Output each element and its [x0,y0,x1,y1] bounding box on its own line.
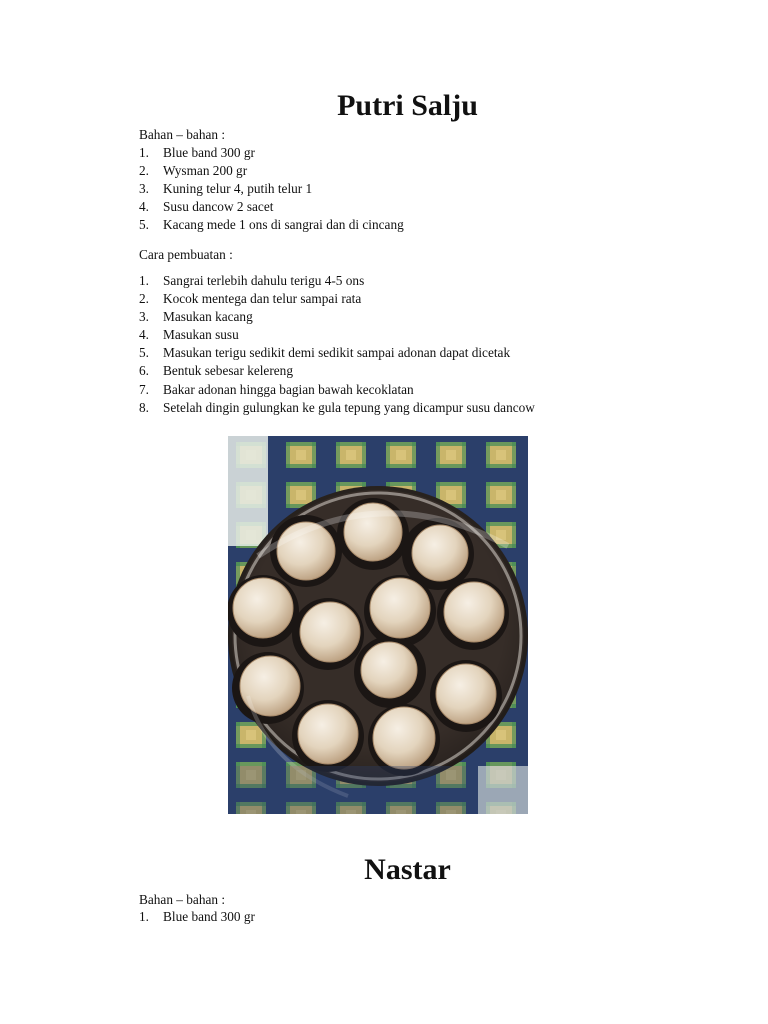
list-item: 5. Kacang mede 1 ons di sangrai dan di cincang [139,217,404,233]
list-item: 3. Kuning telur 4, putih telur 1 [139,181,313,197]
cookie-jar-illustration [228,436,528,814]
list-item: 7. Bakar adonan hingga bagian bawah kecoklatan [139,381,414,397]
method-steps-list [139,272,535,417]
ingredients-label: Bahan – bahan : [139,127,226,142]
list-item: 4. Masukan susu [139,327,239,343]
ingredients-label: Bahan – bahan : [139,892,226,907]
list-item: 1. Sangrai terlebih dahulu terigu 4-5 ons [139,273,365,288]
method-label: Cara pembuatan : [139,247,233,262]
recipe-title: Nastar [364,853,451,886]
list-item: 2. Kocok mentega dan telur sampai rata [139,291,362,307]
cookie-photo [228,436,528,814]
list-item: 2. Wysman 200 gr [139,163,248,179]
list-item: 4. Susu dancow 2 sacet [139,199,274,215]
recipe-title: Putri Salju [337,89,478,122]
list-item: 6. Bentuk sebesar kelereng [139,363,293,379]
ingredients-list [139,908,255,926]
list-item: 3. Masukan kacang [139,309,253,325]
list-item: 8. Setelah dingin gulungkan ke gula tepung yang dicampur susu dancow [139,399,535,415]
list-item: 5. Masukan terigu sedikit demi sedikit sampai adonan dapat dicetak [139,345,511,361]
ingredients-list [139,144,404,234]
list-item: 1. Blue band 300 gr [139,909,255,924]
list-item: 1. Blue band 300 gr [139,145,255,160]
